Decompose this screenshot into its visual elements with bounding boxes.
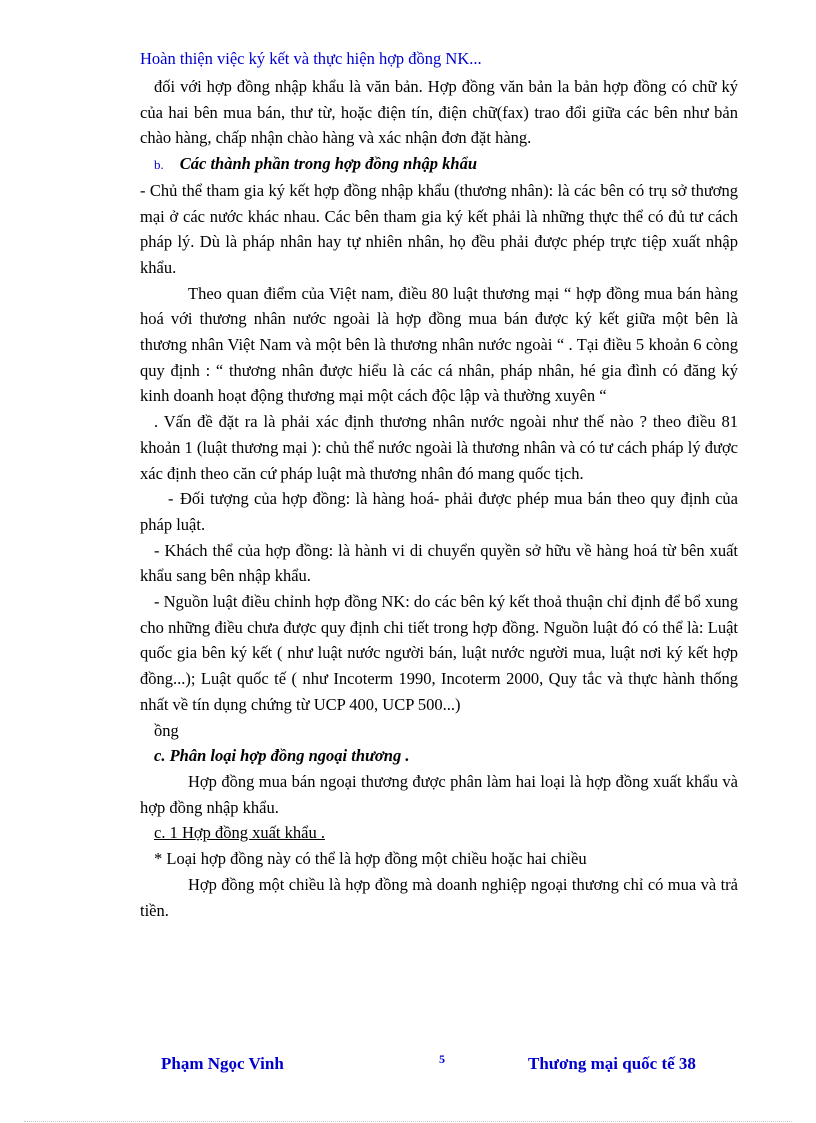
paragraph: ồng (154, 720, 179, 740)
footer-course: Thương mại quốc tế 38 (528, 1054, 696, 1073)
paragraph: Hợp đồng một chiều là hợp đồng mà doanh nghiệp ngoại thương chỉ có mua và trả tiền. (140, 874, 738, 920)
paragraph: * Loại hợp đồng này có thể là hợp đồng một chiều hoặc hai chiều (154, 849, 587, 869)
paragraph: đối với hợp đồng nhập khẩu là văn bản. Hợp đồng văn bản la bản hợp đồng có chữ ký của hai bên mua bán, thư từ, hoặc điện tín, điện chữ(fax) trao đổi giữa các bên như bản chào hàng, chấp nhận chào hàng và xác nhận đơn đặt hàng. (140, 77, 738, 148)
paragraph: - Khách thể của hợp đồng: là hành vi di chuyển quyền sở hữu về hàng hoá từ bên xuất khẩu sang bên nhập khẩu. (140, 540, 738, 586)
section-heading-b (140, 151, 738, 178)
paragraph: Theo quan điểm của Việt nam, điều 80 luật thương mại “ hợp đồng mua bán hàng hoá với thương nhân nước ngoài là hợp đồng mua bán được ký kết giữa một bên là thương nhân Việt Nam và một bên là thương nhân nước ngoài “ . Tại điều 5 khoản 6 còng quy định : “ thương nhân được hiểu là các cá nhân, pháp nhân, hé gia đình có đăng ký kinh doanh hoạt động thương mại một cách độc lập và thường xuyên “ (140, 283, 738, 406)
footer-author: Phạm Ngọc Vinh (161, 1054, 284, 1073)
paragraph: - Chủ thể tham gia ký kết hợp đồng nhập khẩu (thương nhân): là các bên có trụ sở thương mại ở các nước khác nhau. Các bên tham gia ký kết phải là những thực thể có đủ tư cách pháp lý. Dù là pháp nhân hay tự nhiên nhân, họ đều phải được phép trực tiệp xuất nhập khẩu. (140, 180, 738, 277)
running-header: Hoàn thiện việc ký kết và thực hiện hợp đồng NK... (140, 49, 482, 68)
document-body (140, 74, 738, 923)
subsection-title: c. 1 Hợp đồng xuất khẩu . (154, 823, 325, 843)
paragraph: Hợp đồng mua bán ngoại thương được phân làm hai loại là hợp đồng xuất khẩu và hợp đồng nhập khẩu. (140, 771, 738, 817)
page-break-divider (24, 1121, 792, 1122)
subsection-heading (140, 820, 738, 846)
section-title: Các thành phần trong hợp đồng nhập khẩu (179, 154, 478, 174)
dash-marker: - (168, 489, 174, 509)
list-item-text: Đối tượng của hợp đồng: là hàng hoá- phải được phép mua bán theo quy định của pháp luật. (140, 489, 738, 534)
section-letter: b. (154, 157, 164, 173)
paragraph: . Vấn đề đặt ra là phải xác định thương nhân nước ngoài như thế nào ? theo điều 81 khoản 1 (luật thương mại ): chủ thể nước ngoài là thương nhân và có tư cách pháp lý được xác định theo căn cứ pháp luật mà thương nhân đó mang quốc tịch. (140, 412, 738, 483)
paragraph: - Nguồn luật điều chỉnh hợp đồng NK: do các bên ký kết thoả thuận chỉ định để bổ xung cho những điều chưa được quy định chi tiết trong hợp đồng. Nguồn luật đó có thể là: Luật quốc gia bên ký kết ( như luật nước người bán, luật nước người mua, luật nơi ký kết hợp đồng...); Luật quốc tế ( như Incoterm 1990, Incoterm 2000, Quy tắc và thực hành thống nhất về tín dụng chứng từ UCP 400, UCP 500...) (140, 592, 738, 714)
page-number: 5 (439, 1052, 445, 1066)
section-heading-c: c. Phân loại hợp đồng ngoại thương . (154, 746, 410, 766)
list-item (140, 486, 738, 537)
